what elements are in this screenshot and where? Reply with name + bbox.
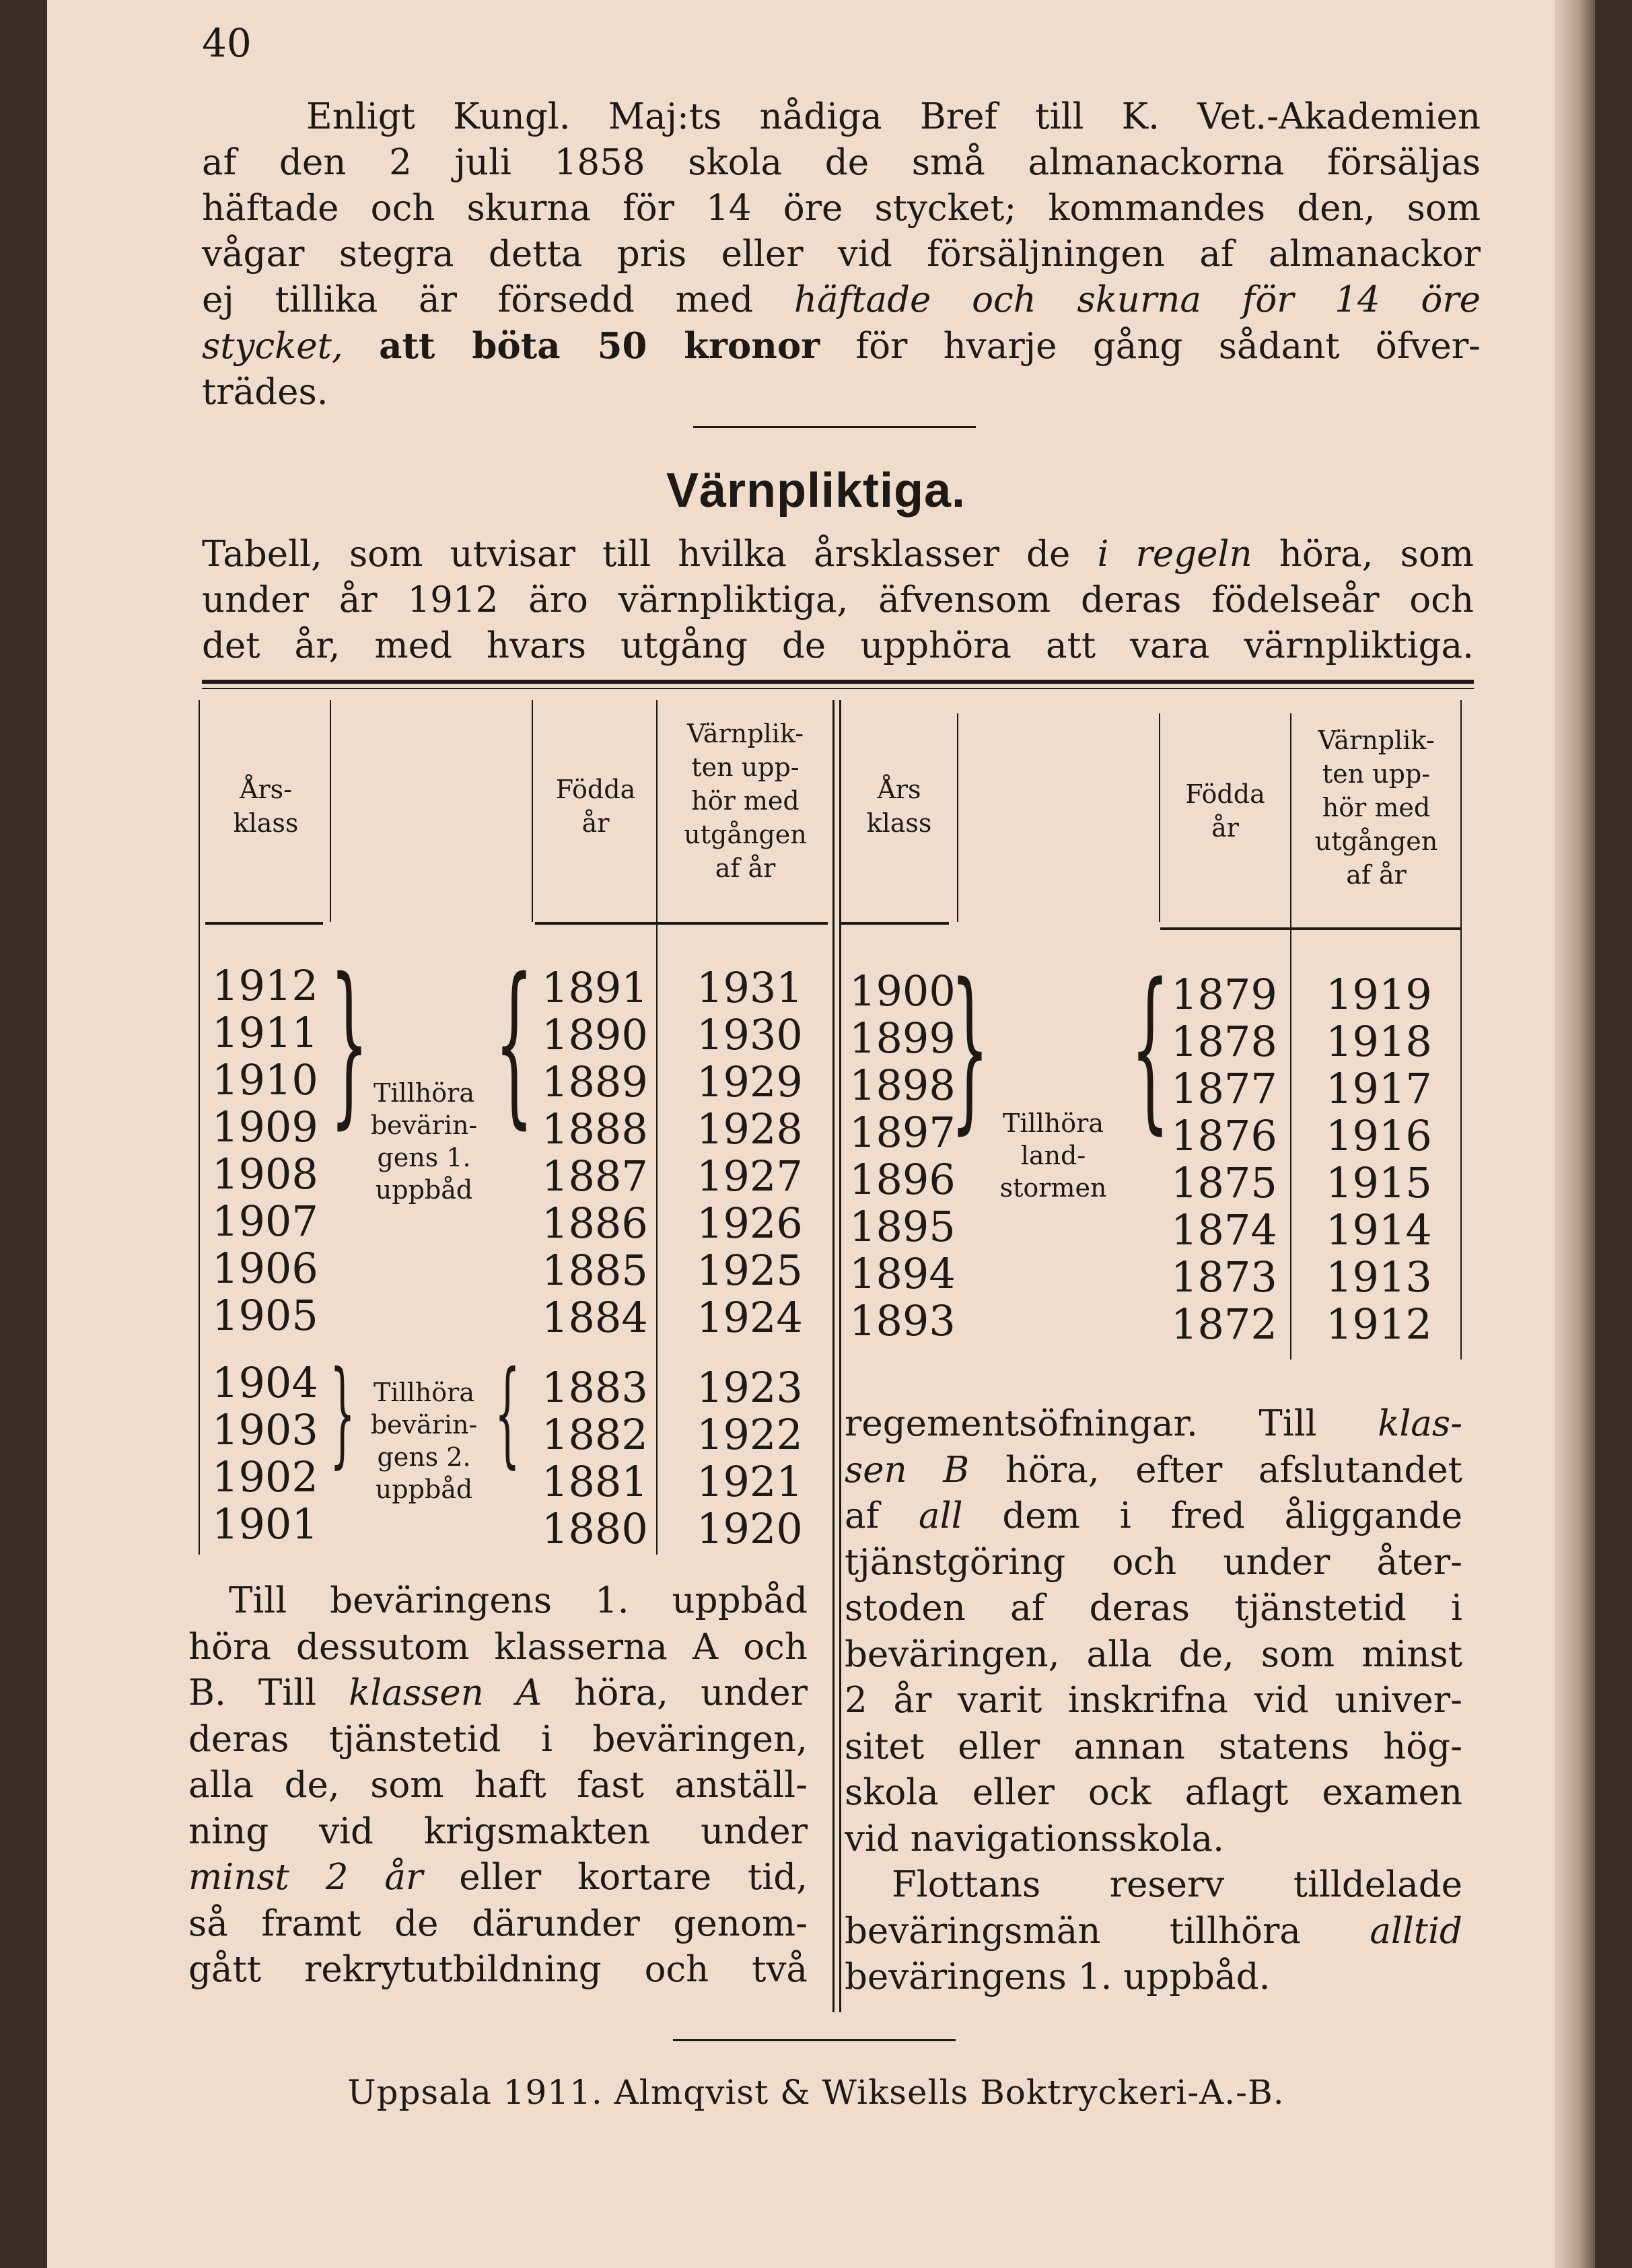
table-vline xyxy=(1460,700,1462,1359)
year-class-column-right xyxy=(849,968,956,1345)
intro-line: trädes. xyxy=(202,371,328,413)
end-year: 1927 xyxy=(697,1151,803,1201)
intro-bold: att böta 50 kronor xyxy=(379,325,820,367)
right-col-italic: sen B xyxy=(845,1449,970,1491)
intro-text: ej tillika är försedd med xyxy=(202,279,754,320)
year-class: 1908 xyxy=(212,1149,318,1199)
section-title: Värnpliktiga. xyxy=(666,464,966,518)
table-intro-text: Tabell, som utvisar till hvilka årsklasser de xyxy=(202,534,1098,575)
intro-line: häftade och skurna för 14 öre stycket; kommandes den, som xyxy=(202,188,1481,229)
birth-year: 1878 xyxy=(1171,1017,1277,1066)
left-col-text: B. Till xyxy=(188,1672,317,1713)
birth-year-column-right xyxy=(1171,971,1277,1348)
left-col-line: ning vid krigsmakten under xyxy=(188,1810,808,1852)
intro-italic: stycket, xyxy=(202,326,343,367)
header-upphor-right: Värnplik- ten upp- hör med utgången af år xyxy=(1314,725,1438,890)
table-intro-line: det år, med hvars utgång de upphöra att vara värnpliktiga. xyxy=(202,625,1474,666)
left-col-line xyxy=(188,1855,808,1901)
left-col-text: eller kortare tid, xyxy=(459,1857,808,1898)
end-year: 1916 xyxy=(1326,1111,1432,1160)
left-col-line: Till beväringens 1. uppbåd xyxy=(229,1580,808,1621)
table-intro-italic: i regeln xyxy=(1097,534,1252,575)
left-col-line: alla de, som haft fast anställ- xyxy=(188,1765,808,1806)
birth-year: 1874 xyxy=(1171,1205,1277,1254)
birth-year: 1885 xyxy=(542,1246,648,1295)
year-class: 1907 xyxy=(212,1197,318,1246)
birth-year: 1890 xyxy=(542,1010,648,1059)
end-year: 1913 xyxy=(1326,1252,1432,1302)
header-arsklass: Års- klass xyxy=(233,775,299,838)
table-intro-line: under år 1912 äro värnpliktiga, äfvensom deras födelseår och xyxy=(202,579,1474,621)
header-fodda: Födda år xyxy=(555,775,636,838)
birth-year: 1886 xyxy=(542,1199,648,1248)
table-center-double-line xyxy=(832,700,835,2012)
right-col-line: stoden af deras tjänstetid i xyxy=(845,1588,1462,1629)
birth-year: 1884 xyxy=(542,1293,648,1342)
year-class: 1894 xyxy=(849,1249,956,1298)
table-vline xyxy=(199,700,200,1555)
left-col-line xyxy=(188,1670,808,1717)
intro-paragraph xyxy=(202,94,1481,415)
birth-year: 1888 xyxy=(542,1104,648,1154)
group-brace-left: { xyxy=(495,942,534,1145)
right-col-line: 2 år varit inskrifna vid univer- xyxy=(845,1680,1462,1721)
end-year: 1929 xyxy=(697,1057,803,1106)
year-class: 1895 xyxy=(849,1202,956,1251)
left-col-italic: minst 2 år xyxy=(188,1857,423,1898)
left-col-italic: klassen A xyxy=(349,1672,542,1713)
left-col-line: så framt de därunder genom- xyxy=(188,1903,808,1944)
intro-line: Enligt Kungl. Maj:ts nådiga Bref till K. Vet.-Akademien xyxy=(306,96,1481,137)
group-brace-left: { xyxy=(1131,947,1170,1150)
header-arsklass-right: Års klass xyxy=(866,775,932,838)
year-class: 1898 xyxy=(849,1061,956,1110)
end-year: 1918 xyxy=(1326,1017,1432,1066)
year-class: 1903 xyxy=(212,1405,318,1454)
intro-line: af den 2 juli 1858 skola de små almanackorna försäljas xyxy=(202,142,1481,183)
right-col-line: sitet eller annan statens hög- xyxy=(845,1726,1462,1767)
left-col-line: deras tjänstetid i beväringen, xyxy=(188,1718,808,1760)
table-intro-line xyxy=(202,532,1474,577)
intro-line xyxy=(202,277,1481,323)
intro-line xyxy=(202,323,1481,369)
right-col-line: beväringen, alla de, som minst xyxy=(845,1633,1462,1675)
year-class: 1896 xyxy=(849,1155,956,1204)
year-class: 1906 xyxy=(212,1244,318,1293)
group-brace-left: { xyxy=(495,1347,520,1480)
printer-imprint: Uppsala 1911. Almqvist & Wiksells Boktryckeri-A.-B. xyxy=(347,2073,1285,2112)
year-class: 1911 xyxy=(212,1008,318,1057)
table-center-double-line xyxy=(839,700,841,2012)
right-col-line xyxy=(845,1493,1462,1540)
right-col-text: regementsöfningar. Till xyxy=(845,1403,1317,1444)
right-column-text xyxy=(845,1401,1462,2001)
birth-year-column xyxy=(542,964,648,1341)
right-col-italic: all xyxy=(919,1495,963,1536)
right-col-line xyxy=(845,1909,1462,1955)
end-year: 1919 xyxy=(1326,970,1432,1019)
end-year-column xyxy=(697,964,803,1341)
year-class: 1901 xyxy=(212,1499,318,1549)
group-brace-right: } xyxy=(330,1347,355,1480)
year-class: 1899 xyxy=(849,1014,956,1063)
birth-year: 1891 xyxy=(542,963,648,1012)
year-class: 1904 xyxy=(212,1358,318,1407)
header-upphor: Värnplik- ten upp- hör med utgången af år xyxy=(684,719,807,883)
end-year: 1920 xyxy=(697,1504,803,1553)
end-year: 1912 xyxy=(1326,1300,1432,1349)
intro-line: vågar stegra detta pris eller vid försäljningen af almanackor xyxy=(202,234,1481,275)
birth-year: 1881 xyxy=(542,1457,648,1506)
year-class: 1893 xyxy=(849,1296,956,1345)
end-year: 1930 xyxy=(697,1010,803,1059)
left-col-line: gått rekrytutbildning och två xyxy=(188,1949,808,1990)
end-year: 1921 xyxy=(697,1457,803,1506)
end-year: 1922 xyxy=(697,1410,803,1459)
year-class-column-2 xyxy=(212,1359,318,1548)
year-class: 1910 xyxy=(212,1055,318,1104)
table-intro-text: höra, som xyxy=(1252,534,1474,575)
end-year-column-right xyxy=(1326,971,1432,1348)
end-year: 1931 xyxy=(697,963,803,1012)
right-col-line: beväringens 1. uppbåd. xyxy=(845,1956,1271,1997)
intro-text: för hvarje gång sådant öfver- xyxy=(855,326,1481,367)
birth-year: 1877 xyxy=(1171,1064,1277,1113)
group-label-landstormen: Tillhöra land- stormen xyxy=(999,1108,1107,1203)
birth-year-column-2 xyxy=(542,1364,648,1553)
table-vline xyxy=(1290,713,1291,1359)
birth-year: 1889 xyxy=(542,1057,648,1106)
header-underline xyxy=(205,922,323,925)
header-underline xyxy=(1160,927,1460,930)
birth-year: 1882 xyxy=(542,1410,648,1459)
end-year: 1926 xyxy=(697,1199,803,1248)
left-col-line: höra dessutom klasserna A och xyxy=(188,1626,808,1668)
birth-year: 1883 xyxy=(542,1363,648,1412)
year-class: 1900 xyxy=(849,966,956,1016)
birth-year: 1875 xyxy=(1171,1158,1277,1207)
table-top-rule xyxy=(202,680,1474,684)
end-year: 1924 xyxy=(697,1293,803,1342)
end-year: 1914 xyxy=(1326,1205,1432,1254)
table-intro xyxy=(202,532,1474,669)
group-label-uppbad-1: Tillhöra bevärin- gens 1. uppbåd xyxy=(370,1078,478,1205)
right-col-line xyxy=(845,1401,1462,1448)
birth-year: 1880 xyxy=(542,1504,648,1553)
end-year: 1917 xyxy=(1326,1064,1432,1113)
right-col-italic: alltid xyxy=(1370,1910,1462,1952)
right-col-text: af xyxy=(845,1495,880,1536)
right-col-text: beväringsmän tillhöra xyxy=(845,1910,1301,1952)
book-spine-edge xyxy=(1555,0,1595,2268)
year-class: 1909 xyxy=(212,1102,318,1151)
group-brace-right: } xyxy=(330,942,369,1145)
table-vline xyxy=(532,700,533,922)
table-vline xyxy=(330,700,331,922)
left-column-text xyxy=(188,1578,808,1993)
year-class: 1902 xyxy=(212,1452,318,1501)
header-underline xyxy=(535,922,828,925)
table-vline xyxy=(656,700,658,1555)
page-number: 40 xyxy=(202,20,252,66)
right-col-line: Flottans reserv tilldelade xyxy=(892,1864,1462,1905)
table-top-rule-thin xyxy=(202,688,1474,689)
intro-italic: häftade och skurna för 14 öre xyxy=(793,279,1481,320)
right-col-italic: klas- xyxy=(1378,1403,1462,1444)
birth-year: 1887 xyxy=(542,1151,648,1201)
year-class: 1905 xyxy=(212,1291,318,1340)
table-vline xyxy=(957,713,958,922)
end-year: 1925 xyxy=(697,1246,803,1295)
right-col-line: tjänstgöring och under åter- xyxy=(845,1541,1462,1583)
end-year-column-2 xyxy=(697,1364,803,1553)
right-col-line: skola eller ock aflagt examen xyxy=(845,1772,1462,1813)
year-class: 1912 xyxy=(212,961,318,1010)
end-year: 1923 xyxy=(697,1363,803,1412)
year-class-column xyxy=(212,962,318,1339)
year-class: 1897 xyxy=(849,1108,956,1157)
header-fodda-right: Födda år xyxy=(1185,779,1265,843)
group-label-uppbad-2: Tillhöra bevärin- gens 2. uppbåd xyxy=(370,1378,478,1504)
right-col-text: dem i fred åliggande xyxy=(1002,1495,1462,1536)
left-col-text: höra, under xyxy=(574,1672,808,1713)
right-col-text: höra, efter afslutandet xyxy=(1005,1449,1462,1491)
birth-year: 1879 xyxy=(1171,970,1277,1019)
divider xyxy=(693,426,976,428)
birth-year: 1876 xyxy=(1171,1111,1277,1160)
end-year: 1928 xyxy=(697,1104,803,1154)
header-underline xyxy=(841,922,949,925)
right-col-line xyxy=(845,1448,1462,1494)
end-year: 1915 xyxy=(1326,1158,1432,1207)
birth-year: 1873 xyxy=(1171,1252,1277,1302)
footer-divider xyxy=(673,2039,956,2041)
right-col-line: vid navigationsskola. xyxy=(845,1818,1224,1859)
birth-year: 1872 xyxy=(1171,1300,1277,1349)
group-brace-right: } xyxy=(950,947,989,1150)
